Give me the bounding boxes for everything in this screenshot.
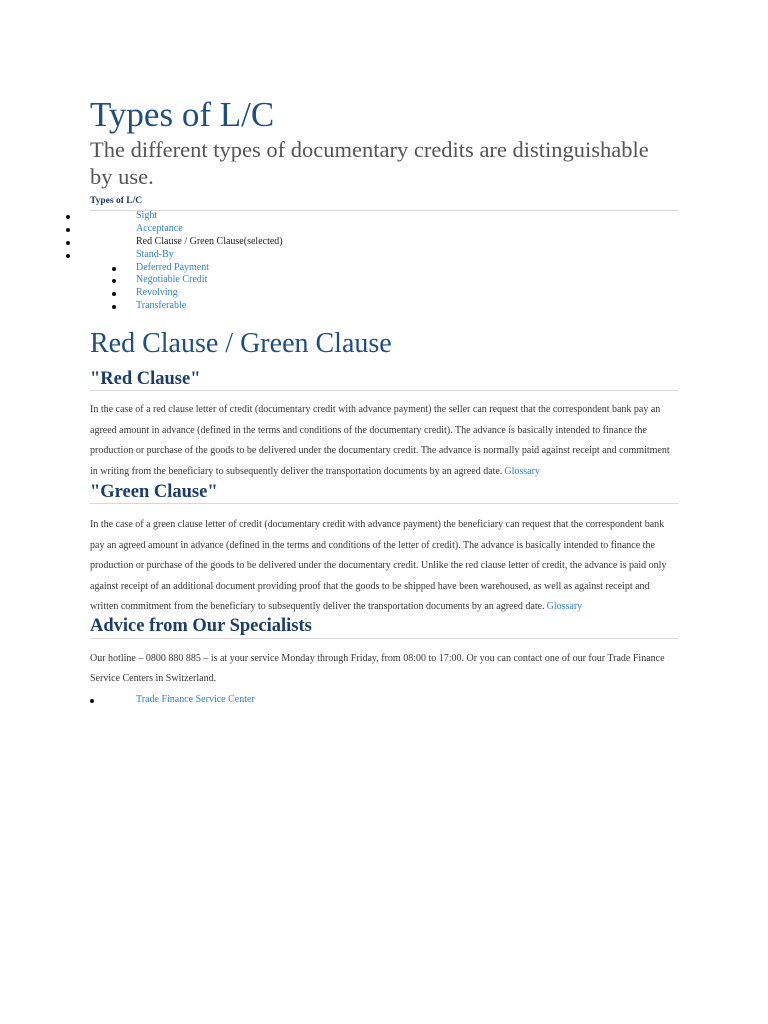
nav-subitem-revolving <box>0 287 700 300</box>
paragraph-line: In the case of a green clause letter of credit (documentary credit with advance payment) the beneficiary can request that the correspondent bank <box>90 519 665 530</box>
advice-paragraph <box>90 649 665 689</box>
bullet-icon <box>66 228 70 232</box>
glossary-link[interactable]: Glossary <box>546 601 583 613</box>
nav-sublist <box>0 262 700 314</box>
glossary-link[interactable]: Glossary <box>504 466 540 478</box>
paragraph-line-text: written commitment from the beneficiary to subsequently deliver the transportation documents by an agreed date. <box>90 601 545 613</box>
page-subtitle: The different types of documentary credits are distinguishable by use. <box>90 137 649 189</box>
bullet-icon <box>112 279 116 283</box>
paragraph-line: production or purchase of the goods to be delivered under the documentary credit. The advance is normally paid against receipt and commitment <box>90 445 670 457</box>
nav-subitem-deferred-payment <box>0 262 700 275</box>
nav-link-transferable[interactable]: Transferable <box>136 300 187 312</box>
red-clause-paragraph <box>90 400 670 483</box>
advice-link-list <box>0 693 700 706</box>
green-clause-heading: "Green Clause" <box>90 482 218 502</box>
divider <box>90 503 678 504</box>
green-clause-paragraph <box>90 515 666 618</box>
bullet-icon <box>112 292 116 296</box>
paragraph-line: pay an agreed amount in advance (defined in the terms and conditions of the letter of credit). The advance is basically intended to finance the <box>90 539 655 551</box>
paragraph-line: Our hotline – 0800 880 885 – is at your service Monday through Friday, from 08:00 to 17:00. Or you can contact one of our four Trade Finance <box>90 653 665 664</box>
nav-item-stand-by <box>0 249 700 262</box>
nav-link-acceptance[interactable]: Acceptance <box>136 222 183 234</box>
paragraph-line: agreed amount in advance (defined in the terms and conditions of the documentary credit). The advance is basically intended to finance the <box>90 424 647 436</box>
paragraph-line-with-link <box>90 462 670 483</box>
nav-item-sight <box>0 210 700 223</box>
nav-link-revolving[interactable]: Revolving <box>136 287 178 299</box>
nav-link-sight[interactable]: Sight <box>136 210 158 221</box>
bullet-icon <box>66 241 70 245</box>
nav-link-negotiable-credit[interactable]: Negotiable Credit <box>136 274 208 286</box>
bullet-icon <box>66 254 70 258</box>
page-title: Types of L/C <box>90 95 275 134</box>
bullet-icon <box>112 267 116 271</box>
paragraph-line: production or purchase of the goods to be delivered under the documentary credit. Unlike the red clause letter of credit, the advance is paid only <box>90 560 667 572</box>
nav-subitem-transferable <box>0 300 700 313</box>
paragraph-line: Service Centers in Switzerland. <box>90 673 217 684</box>
nav-item-acceptance <box>0 223 700 236</box>
nav-link-stand-by[interactable]: Stand-By <box>136 248 174 260</box>
nav-link-deferred-payment[interactable]: Deferred Payment <box>136 261 210 273</box>
bullet-icon <box>112 305 116 309</box>
trade-finance-service-center-link[interactable]: Trade Finance Service Center <box>136 694 255 705</box>
nav-list <box>0 210 700 313</box>
nav-subitem-negotiable-credit <box>0 274 700 287</box>
red-clause-heading: "Red Clause" <box>90 369 201 389</box>
bullet-icon <box>66 215 70 219</box>
bullet-icon <box>90 699 94 703</box>
paragraph-line: In the case of a red clause letter of credit (documentary credit with advance payment) the seller can request that the correspondent bank pay an <box>90 404 661 415</box>
nav-item-red-green-clause <box>0 236 700 249</box>
nav-heading: Types of L/C <box>90 196 143 206</box>
section-title: Red Clause / Green Clause <box>90 328 392 359</box>
advice-heading: Advice from Our Specialists <box>90 616 312 636</box>
divider <box>90 638 678 639</box>
nav-current-item-label: Red Clause / Green Clause(selected) <box>136 235 283 247</box>
paragraph-line: against receipt of an additional document providing proof that the goods to be shipped have been warehoused, as well as against receipt and <box>90 580 650 592</box>
divider <box>90 390 678 391</box>
list-item <box>0 693 700 706</box>
paragraph-line-text: in writing from the beneficiary to subsequently deliver the transportation documents by an agreed date. <box>90 466 503 478</box>
